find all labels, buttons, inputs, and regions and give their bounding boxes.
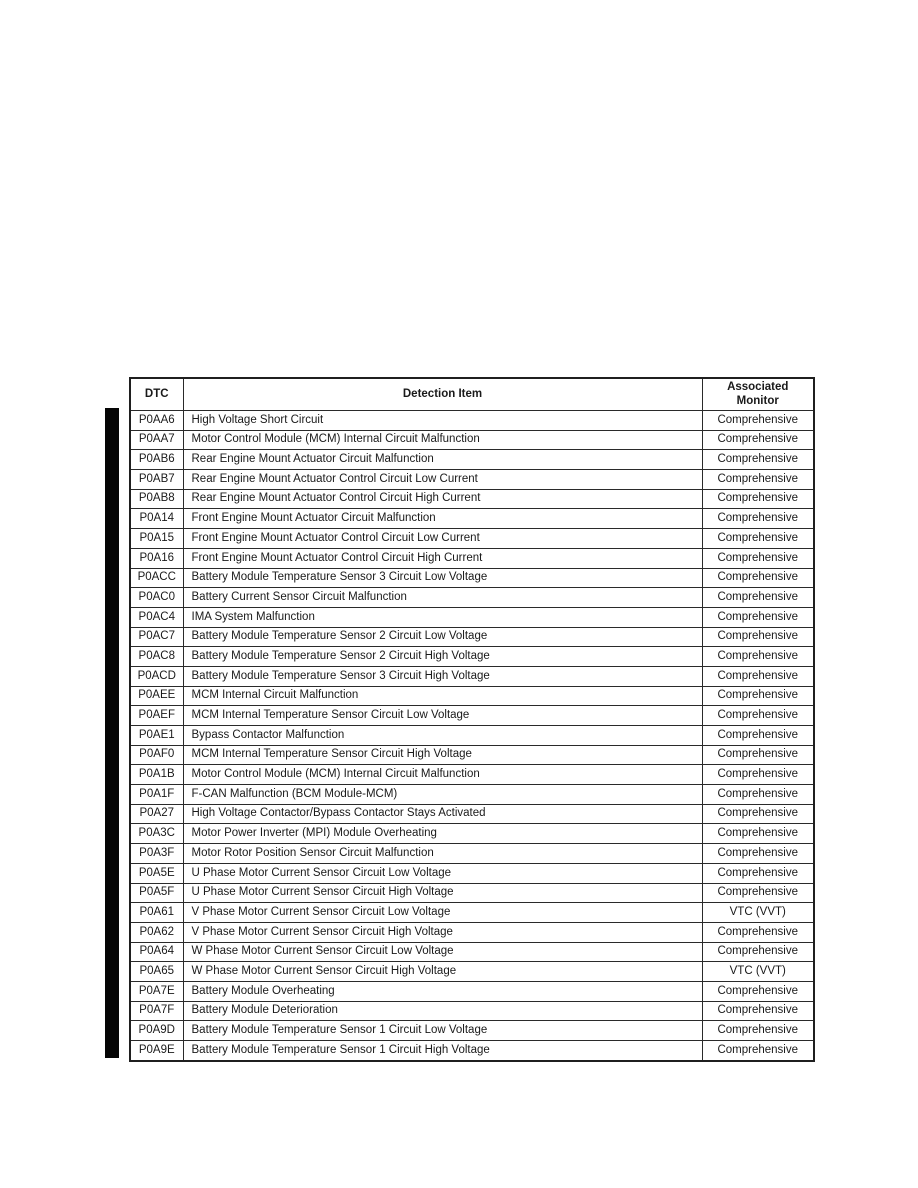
table-row	[130, 745, 814, 765]
table-header-row	[130, 378, 814, 411]
detection-item-cell: MCM Internal Circuit Malfunction	[183, 686, 702, 706]
detection-item-cell: Motor Control Module (MCM) Internal Circuit Malfunction	[183, 765, 702, 785]
dtc-code-cell: P0A16	[130, 548, 183, 568]
detection-item-cell: Battery Module Temperature Sensor 2 Circuit High Voltage	[183, 647, 702, 667]
table-row	[130, 607, 814, 627]
detection-item-cell: Battery Module Temperature Sensor 3 Circuit High Voltage	[183, 666, 702, 686]
associated-monitor-cell: Comprehensive	[702, 686, 814, 706]
dtc-code-cell: P0A62	[130, 922, 183, 942]
dtc-code-cell: P0AC7	[130, 627, 183, 647]
detection-item-cell: Battery Module Overheating	[183, 981, 702, 1001]
table-row	[130, 1041, 814, 1061]
associated-monitor-cell: Comprehensive	[702, 607, 814, 627]
dtc-code-cell: P0AEF	[130, 706, 183, 726]
detection-item-cell: Bypass Contactor Malfunction	[183, 726, 702, 746]
associated-monitor-cell: Comprehensive	[702, 824, 814, 844]
dtc-code-cell: P0A3C	[130, 824, 183, 844]
table-row	[130, 942, 814, 962]
table-row	[130, 804, 814, 824]
dtc-code-cell: P0AA6	[130, 411, 183, 431]
table-row	[130, 981, 814, 1001]
column-header-dtc: DTC	[130, 378, 183, 411]
dtc-code-cell: P0AF0	[130, 745, 183, 765]
associated-monitor-cell: Comprehensive	[702, 627, 814, 647]
table-row	[130, 922, 814, 942]
detection-item-cell: U Phase Motor Current Sensor Circuit Low Voltage	[183, 863, 702, 883]
associated-monitor-cell: Comprehensive	[702, 942, 814, 962]
table-row	[130, 647, 814, 667]
detection-item-cell: W Phase Motor Current Sensor Circuit High Voltage	[183, 962, 702, 982]
detection-item-cell: F-CAN Malfunction (BCM Module-MCM)	[183, 785, 702, 805]
detection-item-cell: Rear Engine Mount Actuator Circuit Malfunction	[183, 450, 702, 470]
table-row	[130, 903, 814, 923]
dtc-code-cell: P0A9E	[130, 1041, 183, 1061]
associated-monitor-cell: Comprehensive	[702, 548, 814, 568]
table-row	[130, 726, 814, 746]
detection-item-cell: Rear Engine Mount Actuator Control Circuit Low Current	[183, 470, 702, 490]
associated-monitor-cell: VTC (VVT)	[702, 903, 814, 923]
dtc-code-cell: P0AE1	[130, 726, 183, 746]
associated-monitor-cell: Comprehensive	[702, 765, 814, 785]
dtc-code-cell: P0AEE	[130, 686, 183, 706]
table-row	[130, 489, 814, 509]
table-row	[130, 548, 814, 568]
table-row	[130, 863, 814, 883]
detection-item-cell: Motor Control Module (MCM) Internal Circuit Malfunction	[183, 430, 702, 450]
detection-item-cell: High Voltage Contactor/Bypass Contactor Stays Activated	[183, 804, 702, 824]
detection-item-cell: High Voltage Short Circuit	[183, 411, 702, 431]
dtc-code-cell: P0A3F	[130, 844, 183, 864]
table-row	[130, 666, 814, 686]
dtc-code-cell: P0A27	[130, 804, 183, 824]
detection-item-cell: Battery Module Temperature Sensor 3 Circuit Low Voltage	[183, 568, 702, 588]
table-row	[130, 844, 814, 864]
dtc-code-cell: P0A61	[130, 903, 183, 923]
associated-monitor-cell: Comprehensive	[702, 470, 814, 490]
dtc-code-cell: P0A15	[130, 529, 183, 549]
table-row	[130, 765, 814, 785]
dtc-code-cell: P0A1B	[130, 765, 183, 785]
detection-item-cell: W Phase Motor Current Sensor Circuit Low Voltage	[183, 942, 702, 962]
detection-item-cell: Battery Module Temperature Sensor 2 Circuit Low Voltage	[183, 627, 702, 647]
associated-monitor-cell: Comprehensive	[702, 509, 814, 529]
table-row	[130, 824, 814, 844]
dtc-code-cell: P0A7E	[130, 981, 183, 1001]
associated-monitor-cell: Comprehensive	[702, 922, 814, 942]
detection-item-cell: Battery Current Sensor Circuit Malfunction	[183, 588, 702, 608]
table-row	[130, 509, 814, 529]
associated-monitor-cell: Comprehensive	[702, 568, 814, 588]
detection-item-cell: Battery Module Temperature Sensor 1 Circuit High Voltage	[183, 1041, 702, 1061]
dtc-code-cell: P0AB8	[130, 489, 183, 509]
associated-monitor-cell: Comprehensive	[702, 529, 814, 549]
detection-item-cell: Front Engine Mount Actuator Control Circuit Low Current	[183, 529, 702, 549]
associated-monitor-cell: Comprehensive	[702, 726, 814, 746]
associated-monitor-cell: Comprehensive	[702, 489, 814, 509]
dtc-code-cell: P0A7F	[130, 1001, 183, 1021]
associated-monitor-cell: Comprehensive	[702, 844, 814, 864]
table-row	[130, 1001, 814, 1021]
detection-item-cell: MCM Internal Temperature Sensor Circuit High Voltage	[183, 745, 702, 765]
associated-monitor-cell: Comprehensive	[702, 1001, 814, 1021]
table-row	[130, 430, 814, 450]
detection-item-cell: V Phase Motor Current Sensor Circuit Low Voltage	[183, 903, 702, 923]
associated-monitor-cell: Comprehensive	[702, 588, 814, 608]
dtc-code-cell: P0ACD	[130, 666, 183, 686]
associated-monitor-cell: Comprehensive	[702, 1021, 814, 1041]
associated-monitor-cell: Comprehensive	[702, 785, 814, 805]
detection-item-cell: Motor Rotor Position Sensor Circuit Malfunction	[183, 844, 702, 864]
table-row	[130, 627, 814, 647]
table-row	[130, 883, 814, 903]
dtc-table	[129, 377, 815, 1062]
detection-item-cell: Battery Module Deterioration	[183, 1001, 702, 1021]
table-row	[130, 1021, 814, 1041]
detection-item-cell: Front Engine Mount Actuator Circuit Malfunction	[183, 509, 702, 529]
associated-monitor-cell: Comprehensive	[702, 411, 814, 431]
dtc-code-cell: P0AA7	[130, 430, 183, 450]
column-header-detection-item: Detection Item	[183, 378, 702, 411]
dtc-code-cell: P0A64	[130, 942, 183, 962]
detection-item-cell: Battery Module Temperature Sensor 1 Circuit Low Voltage	[183, 1021, 702, 1041]
revision-change-bar	[105, 408, 119, 1058]
table-row	[130, 470, 814, 490]
detection-item-cell: MCM Internal Temperature Sensor Circuit Low Voltage	[183, 706, 702, 726]
associated-monitor-cell: Comprehensive	[702, 804, 814, 824]
table-row	[130, 785, 814, 805]
table-row	[130, 450, 814, 470]
detection-item-cell: Motor Power Inverter (MPI) Module Overheating	[183, 824, 702, 844]
dtc-code-cell: P0ACC	[130, 568, 183, 588]
associated-monitor-cell: Comprehensive	[702, 981, 814, 1001]
dtc-code-cell: P0A5E	[130, 863, 183, 883]
associated-monitor-cell: Comprehensive	[702, 1041, 814, 1061]
associated-monitor-cell: Comprehensive	[702, 863, 814, 883]
table-row	[130, 588, 814, 608]
table-row	[130, 529, 814, 549]
table-row	[130, 962, 814, 982]
table-row	[130, 706, 814, 726]
dtc-code-cell: P0AC8	[130, 647, 183, 667]
detection-item-cell: V Phase Motor Current Sensor Circuit High Voltage	[183, 922, 702, 942]
dtc-code-cell: P0AB7	[130, 470, 183, 490]
dtc-table-container	[129, 377, 813, 1062]
table-row	[130, 568, 814, 588]
detection-item-cell: IMA System Malfunction	[183, 607, 702, 627]
detection-item-cell: Rear Engine Mount Actuator Control Circuit High Current	[183, 489, 702, 509]
detection-item-cell: Front Engine Mount Actuator Control Circuit High Current	[183, 548, 702, 568]
associated-monitor-cell: Comprehensive	[702, 430, 814, 450]
associated-monitor-cell: Comprehensive	[702, 450, 814, 470]
detection-item-cell: U Phase Motor Current Sensor Circuit High Voltage	[183, 883, 702, 903]
dtc-code-cell: P0AC0	[130, 588, 183, 608]
dtc-code-cell: P0A65	[130, 962, 183, 982]
associated-monitor-cell: Comprehensive	[702, 745, 814, 765]
associated-monitor-cell: Comprehensive	[702, 666, 814, 686]
dtc-code-cell: P0A14	[130, 509, 183, 529]
table-row	[130, 686, 814, 706]
dtc-code-cell: P0AB6	[130, 450, 183, 470]
associated-monitor-cell: VTC (VVT)	[702, 962, 814, 982]
table-row	[130, 411, 814, 431]
column-header-associated-monitor: Associated Monitor	[702, 378, 814, 411]
associated-monitor-cell: Comprehensive	[702, 647, 814, 667]
dtc-code-cell: P0AC4	[130, 607, 183, 627]
table-body	[130, 411, 814, 1061]
dtc-code-cell: P0A1F	[130, 785, 183, 805]
associated-monitor-cell: Comprehensive	[702, 883, 814, 903]
dtc-code-cell: P0A9D	[130, 1021, 183, 1041]
dtc-code-cell: P0A5F	[130, 883, 183, 903]
associated-monitor-cell: Comprehensive	[702, 706, 814, 726]
